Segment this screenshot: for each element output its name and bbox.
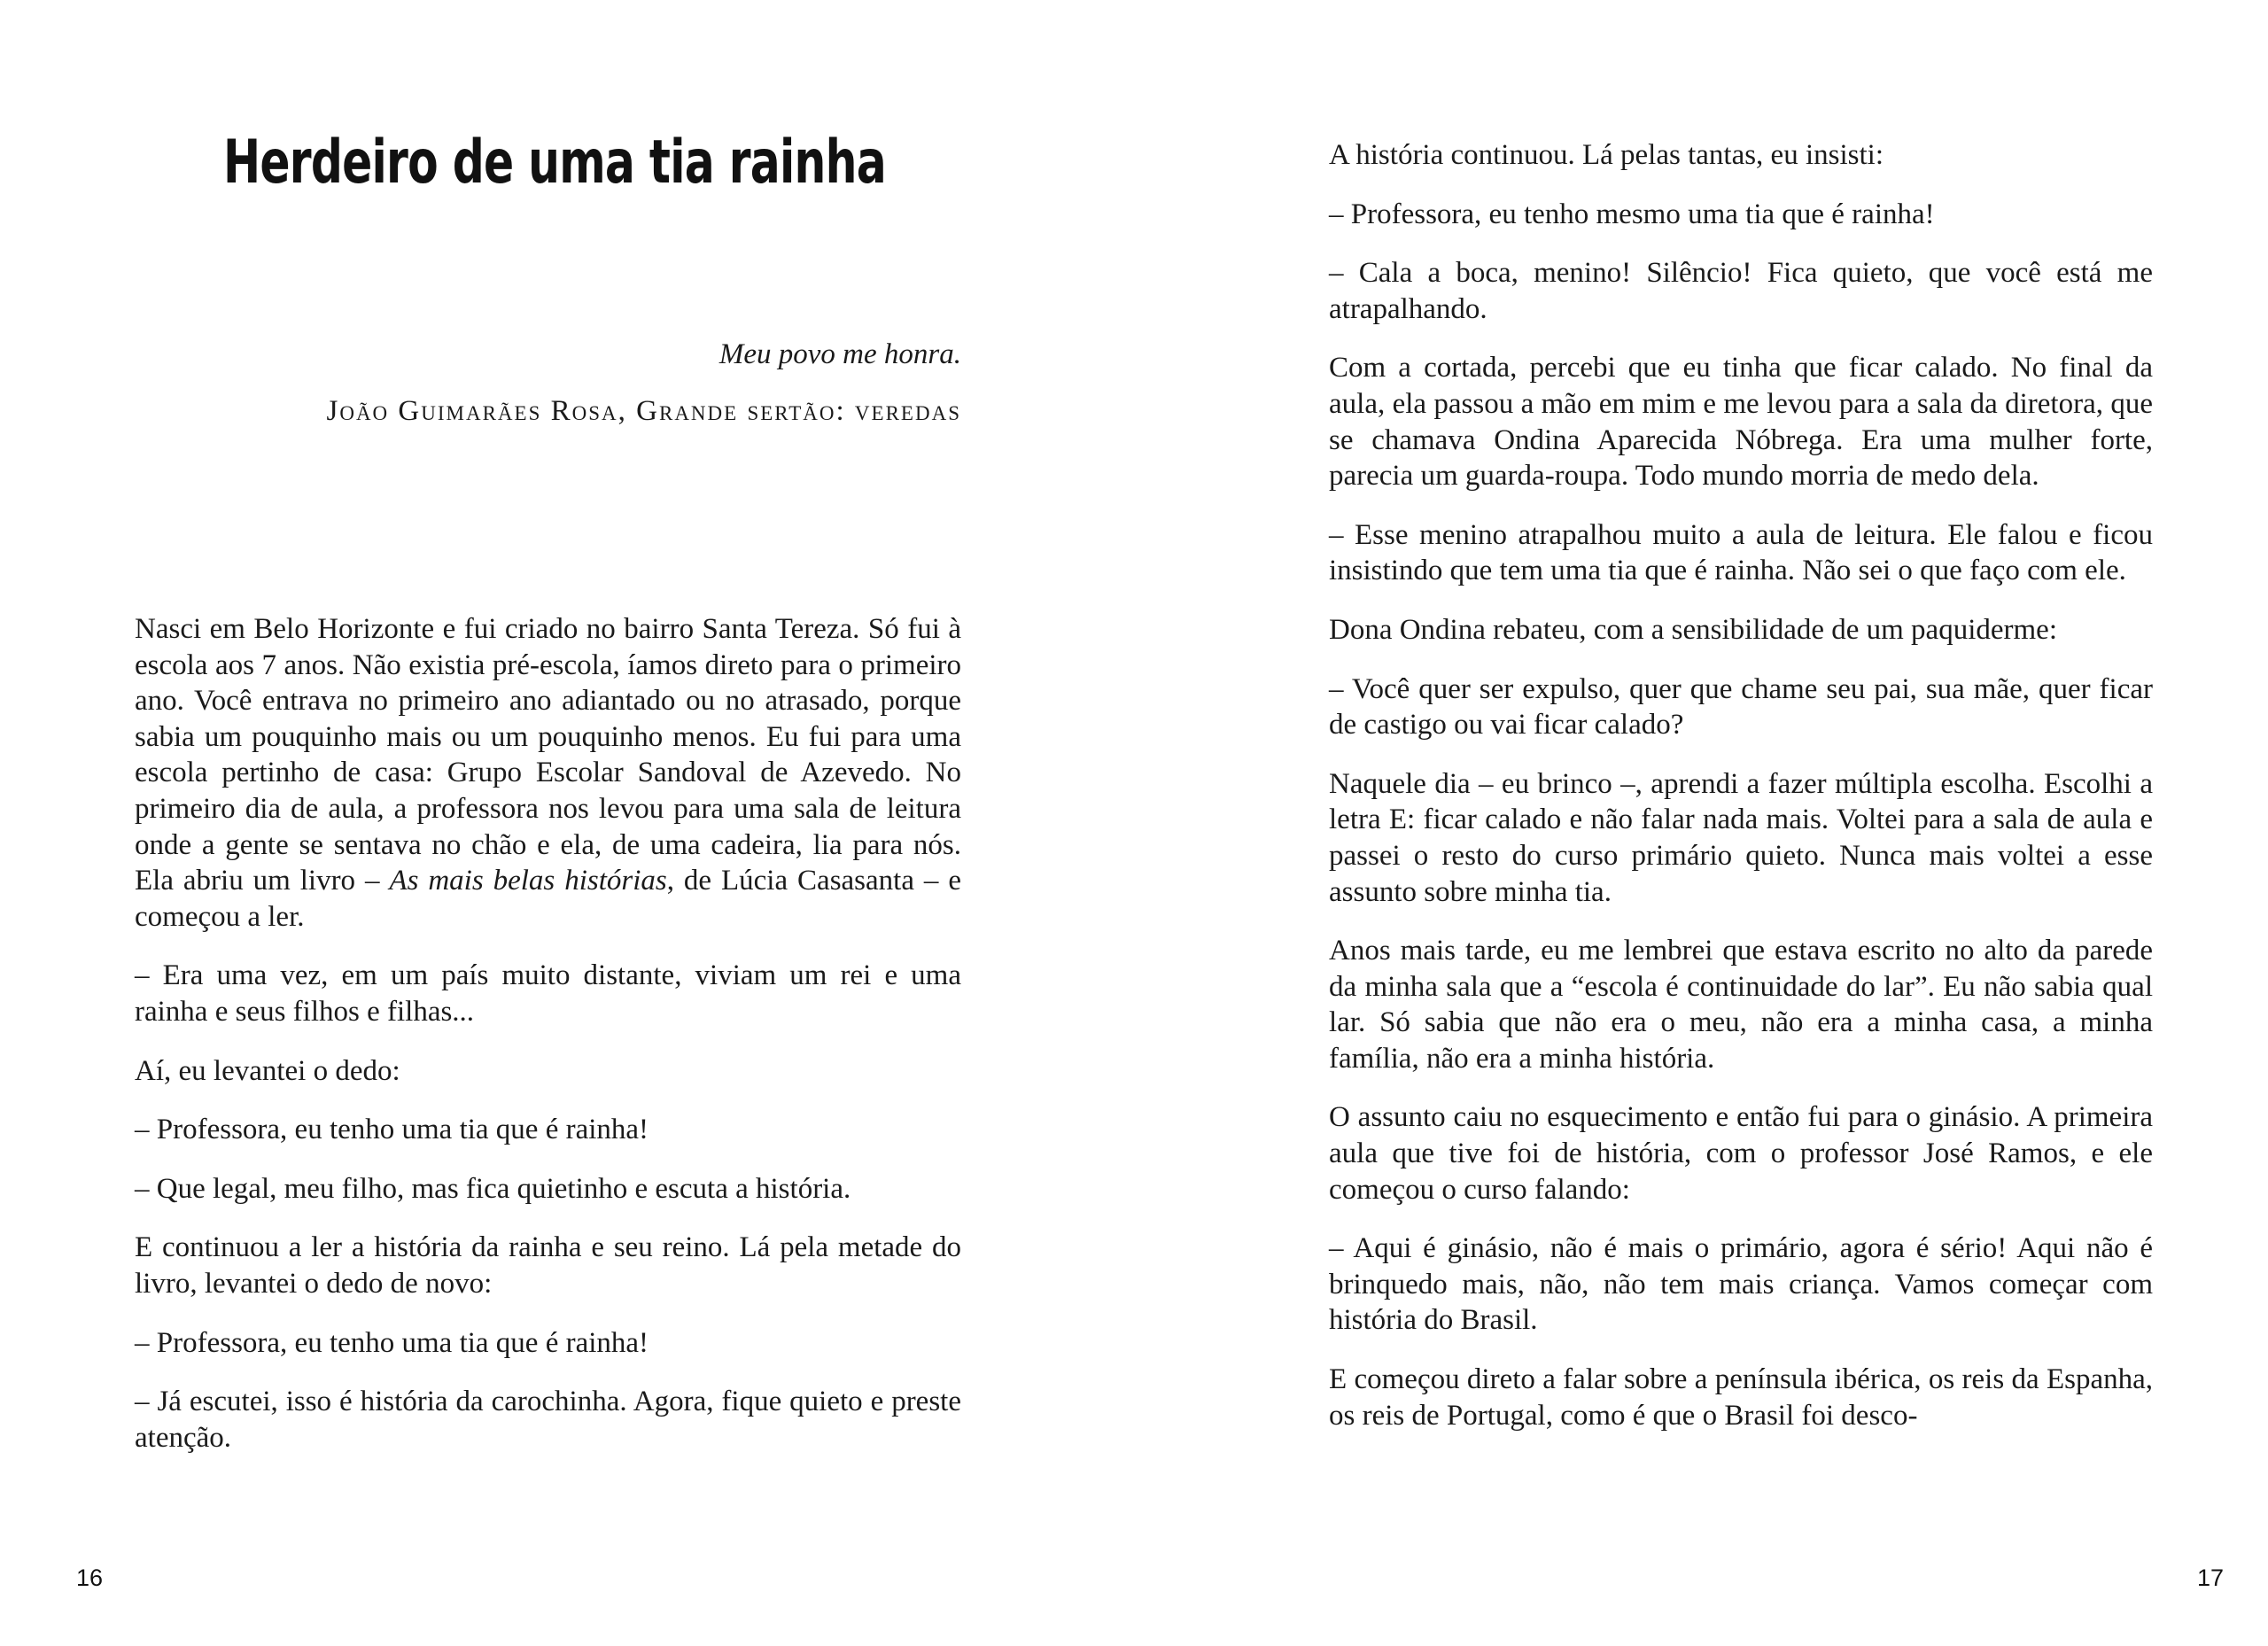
page-number-right: 17	[2196, 1564, 2224, 1591]
epigraph-source: João Guimarães Rosa, Grande sertão: veredas	[326, 395, 961, 427]
body-paragraph: E começou direto a falar sobre a península ibérica, os reis da Espanha, os reis de Portugal, como é que o Brasil foi desco-	[1329, 1363, 2153, 1432]
body-paragraph: – Professora, eu tenho uma tia que é rainha!	[135, 1114, 649, 1146]
body-paragraph: E continuou a ler a história da rainha e seu reino. Lá pela metade do livro, levantei o dedo de novo:	[135, 1231, 961, 1300]
body-paragraph: – Era uma vez, em um país muito distante, viviam um rei e uma rainha e seus filhos e filhas...	[135, 959, 961, 1028]
body-paragraph: Aí, eu levantei o dedo:	[135, 1054, 400, 1087]
body-paragraph: A história continuou. Lá pelas tantas, eu insisti:	[1329, 139, 1884, 171]
page-number-left: 16	[76, 1564, 104, 1591]
body-paragraph: Dona Ondina rebateu, com a sensibilidade de um paquiderme:	[1329, 613, 2057, 646]
body-paragraph: Com a cortada, percebi que eu tinha que ficar calado. No final da aula, ela passou a mão em mim e me levou para a sala da diretora, que se chamava Ondina Aparecida Nóbrega. Era uma mulher forte, parecia um guarda-roupa. Todo mundo morria de medo dela.	[1329, 352, 2153, 493]
body-paragraph: – Esse menino atrapalhou muito a aula de leitura. Ele falou e ficou insistindo que tem uma tia que é rainha. Não sei o que faço com ele.	[1329, 518, 2153, 587]
right-page-body	[1329, 137, 2153, 1433]
chapter-title: Herdeiro de uma tia rainha	[223, 128, 886, 198]
epigraph	[327, 337, 962, 429]
paragraph-text: , de Lúcia Casasanta – e começou a ler.	[135, 865, 961, 933]
body-paragraph: Naquele dia – eu brinco –, aprendi a fazer múltipla escolha. Escolhi a letra E: ficar calado e não falar nada mais. Voltei para a sala de aula e passei o resto do curso primário quieto. Nunca mais voltei a esse assunto sobre minha tia.	[1329, 767, 2153, 908]
body-paragraph: – Professora, eu tenho mesmo uma tia que é rainha!	[1329, 198, 1935, 230]
body-paragraph: – Cala a boca, menino! Silêncio! Fica quieto, que você está me atrapalhando.	[1329, 257, 2153, 325]
body-paragraph: O assunto caiu no esquecimento e então fui para o ginásio. A primeira aula que tive foi de história, com o professor José Ramos, e ele começou o curso falando:	[1329, 1101, 2153, 1206]
left-page-body	[135, 611, 961, 1456]
epigraph-quote: Meu povo me honra.	[718, 338, 961, 370]
body-paragraph: – Aqui é ginásio, não é mais o primário, agora é sério! Aqui não é brinquedo mais, não, não tem mais criança. Vamos começar com história do Brasil.	[1329, 1232, 2153, 1337]
body-paragraph: – Você quer ser expulso, quer que chame seu pai, sua mãe, quer ficar de castigo ou vai ficar calado?	[1329, 672, 2153, 741]
right-page	[1134, 0, 2268, 1646]
paragraph-text: Nasci em Belo Horizonte e fui criado no bairro Santa Tereza. Só fui à escola aos 7 anos. Não existia pré-escola, íamos direto para o primeiro ano. Você entrava no primeiro ano adiantado ou no atrasado, porque sabia um pouquinho mais ou um pouquinho menos. Eu fui para uma escola pertinho de casa: Grupo Escolar Sandoval de Azevedo. No primeiro dia de aula, a professora nos levou para uma sala de leitura onde a gente se sentava no chão e ela, de uma cadeira, lia para nós. Ela abriu um livro –	[135, 613, 961, 897]
body-paragraph	[135, 611, 961, 935]
body-paragraph: – Que legal, meu filho, mas fica quietinho e escuta a história.	[135, 1172, 851, 1205]
body-paragraph: – Professora, eu tenho uma tia que é rainha!	[135, 1326, 649, 1359]
body-paragraph: – Já escutei, isso é história da carochinha. Agora, fique quieto e preste atenção.	[135, 1386, 961, 1454]
book-title: As mais belas histórias	[389, 865, 667, 897]
body-paragraph: Anos mais tarde, eu me lembrei que estava escrito no alto da parede da minha sala que a “escola é continuidade do lar”. Eu não sabia qual lar. Só sabia que não era o meu, não era a minha casa, a minha família, não era a minha história.	[1329, 935, 2153, 1075]
